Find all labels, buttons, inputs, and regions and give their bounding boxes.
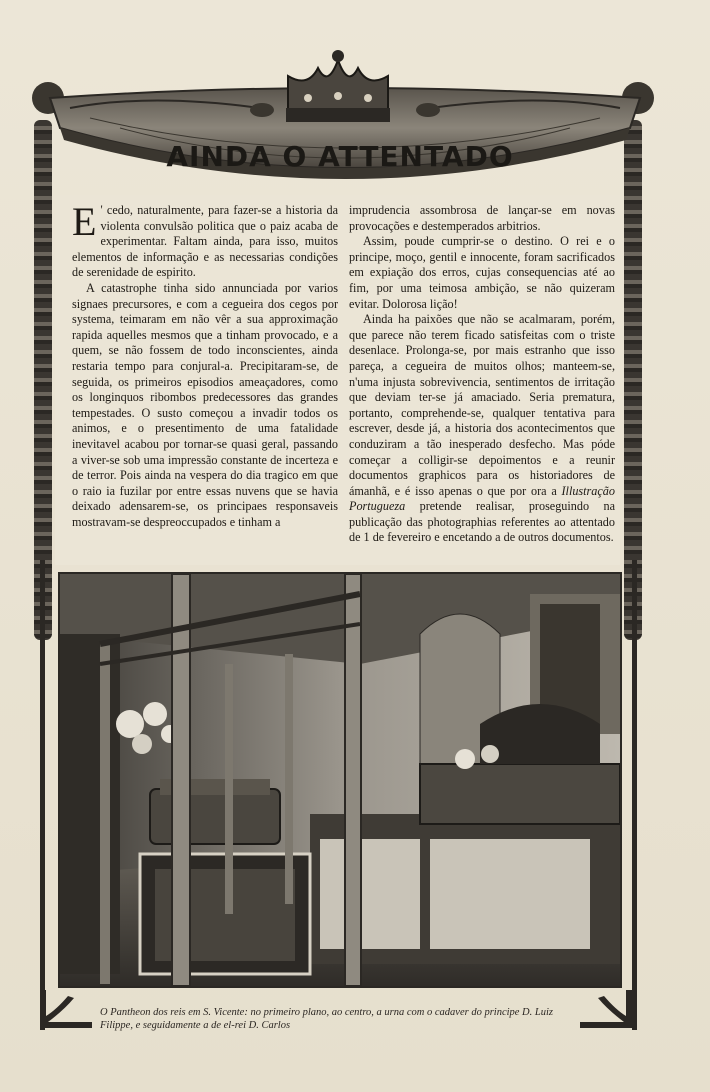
paragraph-1 <box>72 199 338 281</box>
paragraph-5-text-b: pretende realisar, proseguindo na publicação das photographias referentes ao attentado de 1 de fevereiro e encetando a de outros documentos. <box>349 499 615 545</box>
drop-cap: E <box>72 199 97 244</box>
page-title: AINDA O ATTENTADO <box>166 140 514 173</box>
frame-left-border <box>40 560 45 1030</box>
paragraph-5-text-a: Ainda ha paixões que não se acalmaram, porém, que parece não terem ficado satisfeitas com o triste desenlace. Prolonga-se, por mais estranho que isso pareça, a cegueira de muitos olhos; manteem-se, n'uma injusta sobrevivencia, sentimentos de irritação que deviam ter-se já amaciado. Seria prematura, portanto, comprehende-se, qualquer tentativa para escrever, desde já, a historia dos acontecimentos que conduziram a tão inesperado desfecho. Mas póde começar a colligir-se depoimentos e a reunir documentos graphicos para os historiadores de ámanhã, e é isso apenas o que por ora a <box>349 312 615 498</box>
article-column-2 <box>349 203 615 546</box>
crown-ornament <box>278 48 398 133</box>
frame-right-foot-ornament <box>578 990 638 1030</box>
paragraph-4: Assim, poude cumprir-se o destino. O rei e o principe, moço, gentil e innocente, foram sacrificados em expiação dos erros, cujas consequencias até ao fim, por uma teimosa ambição, se não quizeram evitar. Dolorosa lição! <box>349 234 615 311</box>
paragraph-5 <box>349 312 615 546</box>
frame-left-foot-ornament <box>34 990 94 1030</box>
frame-right-border <box>632 560 637 1030</box>
photo-caption: O Pantheon dos reis em S. Vicente: no primeiro plano, ao centro, a urna com o cadaver do principe D. Luiz Filippe, e seguidamente a de el-rei D. Carlos <box>100 1007 553 1031</box>
paragraph-2: A catastrophe tinha sido annunciada por varios signaes precursores, e com a cegueira dos cegos por systema, teimaram em não vêr a sua approximação rapida aquelles mesmos que a tinham provocado, e a quem, se não fossem de todo inconscientes, ainda restaria tempo para conjural-a. Precipitaram-se, de seguida, os primeiros episodios ameaçadores, como os longinquos ribombos predecessores das grandes tempestades. O susto começou a invadir todos os animos, e o presentimento de uma fatalidade inevitavel acabou por tornar-se quasi geral, passando a viver-se sob uma impressão constante de incerteza e de terror. Pois ainda na vespera do dia tragico em que o raio ia fuzilar por entre essas nuvens que se havia deixado adensarem-se, os principaes responsaveis mostravam-se despreoccupados e tinham a <box>72 280 338 529</box>
pantheon-photograph <box>58 572 622 988</box>
paragraph-1-text: ' cedo, naturalmente, para fazer-se a historia da violenta convulsão politica que o paiz acaba de experimentar. Faltam ainda, para isso, muitos elementos de informação e as necessarias condições de serenidade de espirito. <box>72 203 338 280</box>
paragraph-3: imprudencia assombrosa de lançar-se em novas provocações e destemperados arbitrios. <box>349 203 615 233</box>
article-column-1 <box>72 199 338 530</box>
publication-name: Illustração Portugueza <box>349 483 615 514</box>
